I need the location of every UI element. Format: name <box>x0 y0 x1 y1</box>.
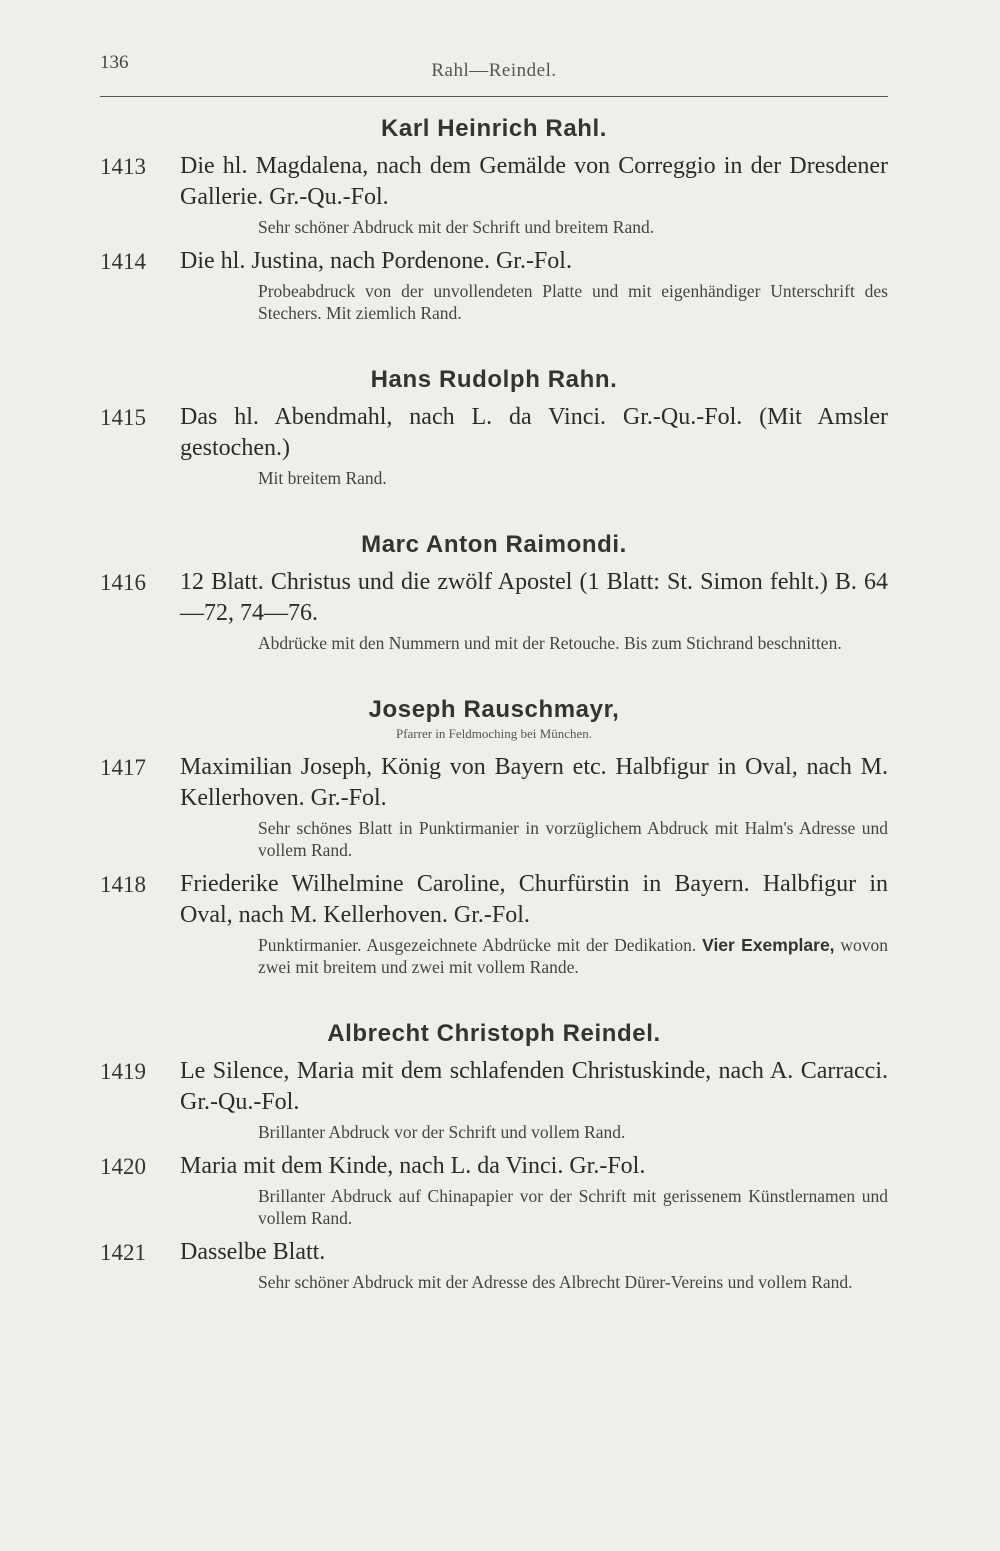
entry-title: Friederike Wilhelmine Caroline, Churfürstin in Bayern. Halbfigur in Oval, nach M. Kellerhoven. Gr.-Fol. <box>180 871 888 928</box>
entry-note-emphasis: Vier Exemplare, <box>702 935 835 955</box>
entry-body <box>180 402 888 489</box>
running-head <box>100 48 888 97</box>
artist-heading: Hans Rudolph Rahn. <box>370 366 618 393</box>
entry-body <box>180 1237 888 1293</box>
entry-title: Le Silence, Maria mit dem schlafenden Christuskinde, nach A. Carracci. Gr.-Qu.-Fol. <box>180 1058 888 1115</box>
catalog-entry <box>100 869 888 978</box>
artist-heading: Albrecht Christoph Reindel. <box>327 1020 661 1047</box>
page-number: 136 <box>100 52 129 73</box>
entry-note: Sehr schöner Abdruck mit der Adresse des Albrecht Dürer-Vereins und vollem Rand. <box>258 1272 853 1292</box>
entry-number: 1416 <box>100 570 146 595</box>
entry-number: 1421 <box>100 1240 146 1265</box>
artist-heading: Marc Anton Raimondi. <box>361 531 627 558</box>
entry-body <box>180 151 888 238</box>
entry-note: Probeabdruck von der unvollendeten Platte und mit eigenhändiger Unterschrift des Stechers. Mit ziemlich Rand. <box>258 281 888 323</box>
entry-title: Die hl. Justina, nach Pordenone. Gr.-Fol. <box>180 248 572 274</box>
entry-note: Sehr schöner Abdruck mit der Schrift und breitem Rand. <box>258 217 655 237</box>
catalog-entry <box>100 752 888 861</box>
entry-title: Maria mit dem Kinde, nach L. da Vinci. Gr.-Fol. <box>180 1153 646 1179</box>
catalog-entry <box>100 1237 888 1293</box>
artist-heading: Joseph Rauschmayr, <box>368 696 620 723</box>
entry-number: 1414 <box>100 249 146 274</box>
entry-number: 1420 <box>100 1154 146 1179</box>
entry-body <box>180 1151 888 1229</box>
catalog-entry <box>100 246 888 324</box>
entry-note: Sehr schönes Blatt in Punktirmanier in vorzüglichem Abdruck mit Halm's Adresse und vollem Rand. <box>258 818 888 860</box>
catalog-entry <box>100 1151 888 1229</box>
catalog-entry <box>100 151 888 238</box>
entry-number: 1418 <box>100 872 146 897</box>
entry-body <box>180 1056 888 1143</box>
catalog-entry <box>100 1056 888 1143</box>
artist-subtitle: Pfarrer in Feldmoching bei München. <box>395 726 593 741</box>
entry-note: Brillanter Abdruck vor der Schrift und vollem Rand. <box>258 1122 626 1142</box>
entry-title: Das hl. Abendmahl, nach L. da Vinci. Gr.-Qu.-Fol. (Mit Amsler gestochen.) <box>180 404 888 461</box>
artist-heading: Karl Heinrich Rahl. <box>380 115 608 142</box>
entry-number: 1417 <box>100 755 146 780</box>
entry-number: 1419 <box>100 1059 146 1084</box>
entry-title: Maximilian Joseph, König von Bayern etc. Halbfigur in Oval, nach M. Kellerhoven. Gr.-Fol. <box>180 754 888 811</box>
entry-note: Mit breitem Rand. <box>258 468 387 488</box>
entry-body <box>180 246 888 324</box>
entry-number: 1415 <box>100 405 146 430</box>
entry-number: 1413 <box>100 154 146 179</box>
entry-note-text: Punktirmanier. Ausgezeichnete Abdrücke mit der Dedikation. <box>258 935 697 955</box>
entry-title: Die hl. Magdalena, nach dem Gemälde von Correggio in der Dresdener Gallerie. Gr.-Qu.-Fol. <box>180 153 888 210</box>
entry-body <box>180 869 888 978</box>
entry-title: 12 Blatt. Christus und die zwölf Apostel (1 Blatt: St. Simon fehlt.) B. 64—72, 74—76. <box>180 569 888 626</box>
entry-note: Abdrücke mit den Nummern und mit der Retouche. Bis zum Stichrand beschnitten. <box>258 633 842 653</box>
entry-note: Brillanter Abdruck auf Chinapapier vor der Schrift mit gerissenem Künstlernamen und vollem Rand. <box>258 1186 888 1228</box>
entry-title: Dasselbe Blatt. <box>180 1239 326 1265</box>
running-title: Rahl—Reindel. <box>431 60 557 81</box>
entry-body <box>180 752 888 861</box>
entry-note-tail: wovon zwei mit breitem und zwei mit vollem Rande. <box>258 935 889 977</box>
entry-body <box>180 567 888 654</box>
catalog-entry <box>100 402 888 489</box>
catalog-entry <box>100 567 888 654</box>
entry-note <box>128 934 888 978</box>
